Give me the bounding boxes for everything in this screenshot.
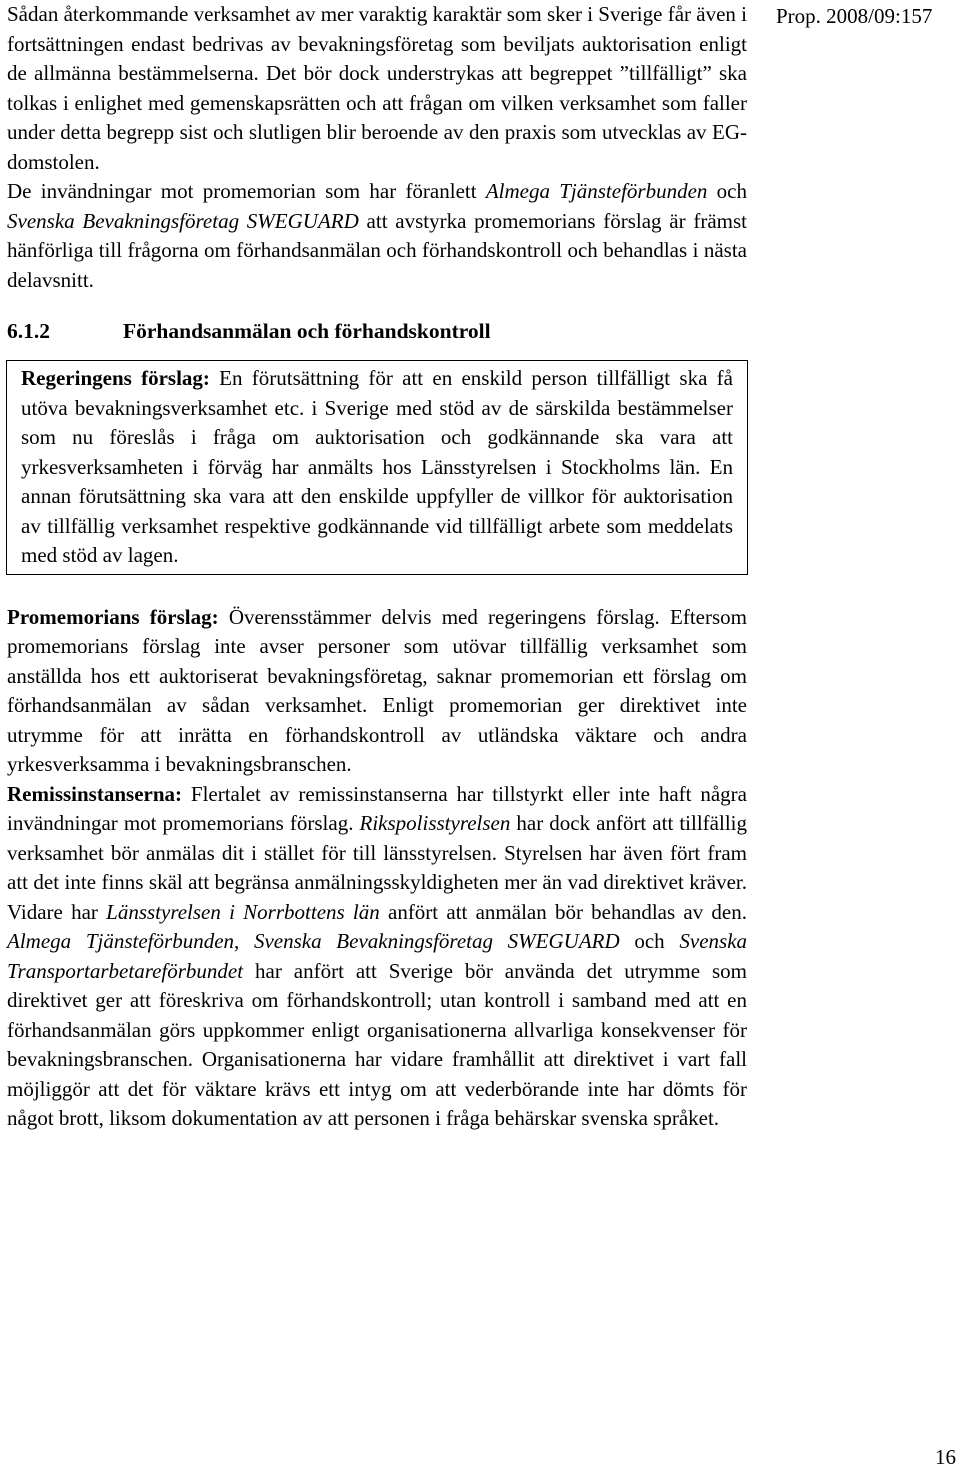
section-heading [7, 316, 747, 346]
section-number: 6.1.2 [7, 319, 50, 343]
consultation-text-1: Flertalet av remissinstanserna har tillstyrkt eller inte haft några invändningar mot promemorians förslag. [7, 781, 747, 835]
org-sweguard: Svenska Bevakningsföretag SWEGUARD [7, 208, 359, 233]
proposition-reference: Prop. 2008/09:157 [776, 4, 933, 28]
main-text-column [7, 0, 747, 1134]
org-lansstyrelsen-norrbotten: Länsstyrelsen i Norrbottens län [106, 899, 380, 924]
objections-text-c: att avstyrka promemorians förslag är främst hänförliga till frågorna om förhandsanmälan och förhandskontroll och behandlas i nästa delavsnitt. [7, 208, 747, 292]
government-proposal-text [21, 364, 733, 571]
consultation-text-4: , [234, 929, 254, 953]
org-sweguard-2: Svenska Bevakningsföretag SWEGUARD [253, 929, 620, 953]
paragraph-consultation-bodies [7, 780, 747, 1134]
government-proposal-label: Regeringens förslag: [21, 366, 210, 390]
memorandum-body: Överensstämmer delvis med regeringens förslag. Eftersom promemorians förslag inte avser personer som utövar tillfällig verksamhet som anställda hos ett auktoriserat bevakningsföretag, saknar promemorian ett förslag om förhandsanmälan av sådan verksamhet. Enligt promemorian ger direktivet inte utrymme för att inrätta en förhandskontroll av utländska väktare och andra yrkesverksamma i bevakningsbranschen. [7, 604, 747, 776]
consultation-text-5: och [619, 929, 680, 953]
consultation-text-6: har anfört att Sverige bör använda det utrymme som direktivet ger att föreskriva om förhandskontroll; utan kontroll i samband med att en förhandsanmälan görs uppkommer enligt organisationerna allvarliga konsekvenser för bevakningsbranschen. Organisationerna har vidare framhållit att direktivet i vart fall möjliggör att det för väktare krävs ett intyg om att vederbörande inte har dömts för något brott, liksom dokumentation av att personen i fråga behärskar svenska språket. [7, 958, 747, 1130]
org-almega-2: Almega Tjänsteförbunden [7, 929, 235, 953]
paragraph-objections [7, 177, 747, 295]
org-rikspolisstyrelsen: Rikspolisstyrelsen [359, 811, 511, 835]
org-almega: Almega Tjänsteförbunden [485, 179, 708, 203]
consultation-text-3: anfört att anmälan bör behandlas av den. [379, 899, 748, 924]
paragraph-memorandum-proposal [7, 603, 747, 780]
consultation-label: Remissinstanserna: [7, 781, 183, 806]
government-proposal-box [6, 360, 748, 575]
paragraph-temporary-activity: Sådan återkommande verksamhet av mer varaktig karaktär som sker i Sverige får även i fortsättningen endast bedrivas av bevakningsföretag som beviljats auktorisation enligt de allmänna bestämmelserna. Det bör dock understrykas att begreppet ”tillfälligt” ska tolkas i enlighet med gemenskapsrätten och att frågan om vilken verksamhet som faller under detta begrepp sist och slutligen blir beroende av den praxis som utvecklas av EG-domstolen. [7, 2, 747, 174]
objections-text-a: De invändningar mot promemorian som har föranlett [7, 179, 486, 203]
page-number: 16 [935, 1445, 956, 1469]
org-transportarbetare: Svenska Transportarbetareförbundet [7, 929, 748, 983]
memorandum-label: Promemorians förslag: [7, 604, 219, 629]
government-proposal-body: En förutsättning för att en enskild person tillfälligt ska få utöva bevakningsverksamhet etc. i Sverige med stöd av de särskilda bestämmelser som nu föreslås i fråga om auktorisation och godkännande ska vara att yrkesverksamheten i förväg har anmälts hos Länsstyrelsen i Stockholms län. En annan förutsättning ska vara att den enskilde uppfyller de villkor för auktorisation av tillfällig verksamhet respektive godkännande vid tillfälligt arbete som meddelats med stöd av lagen. [21, 366, 733, 567]
consultation-text-2: har dock anfört att tillfällig verksamhet bör anmälas dit i stället för till länsstyrelsen. Styrelsen har även fört fram att det inte finns skäl att begränsa anmälningsskyldigheten mer än vad direktivet kräver. Vidare har [7, 811, 747, 924]
objections-text-b: och [707, 179, 747, 203]
section-title: Förhandsanmälan och förhandskontroll [123, 319, 491, 343]
